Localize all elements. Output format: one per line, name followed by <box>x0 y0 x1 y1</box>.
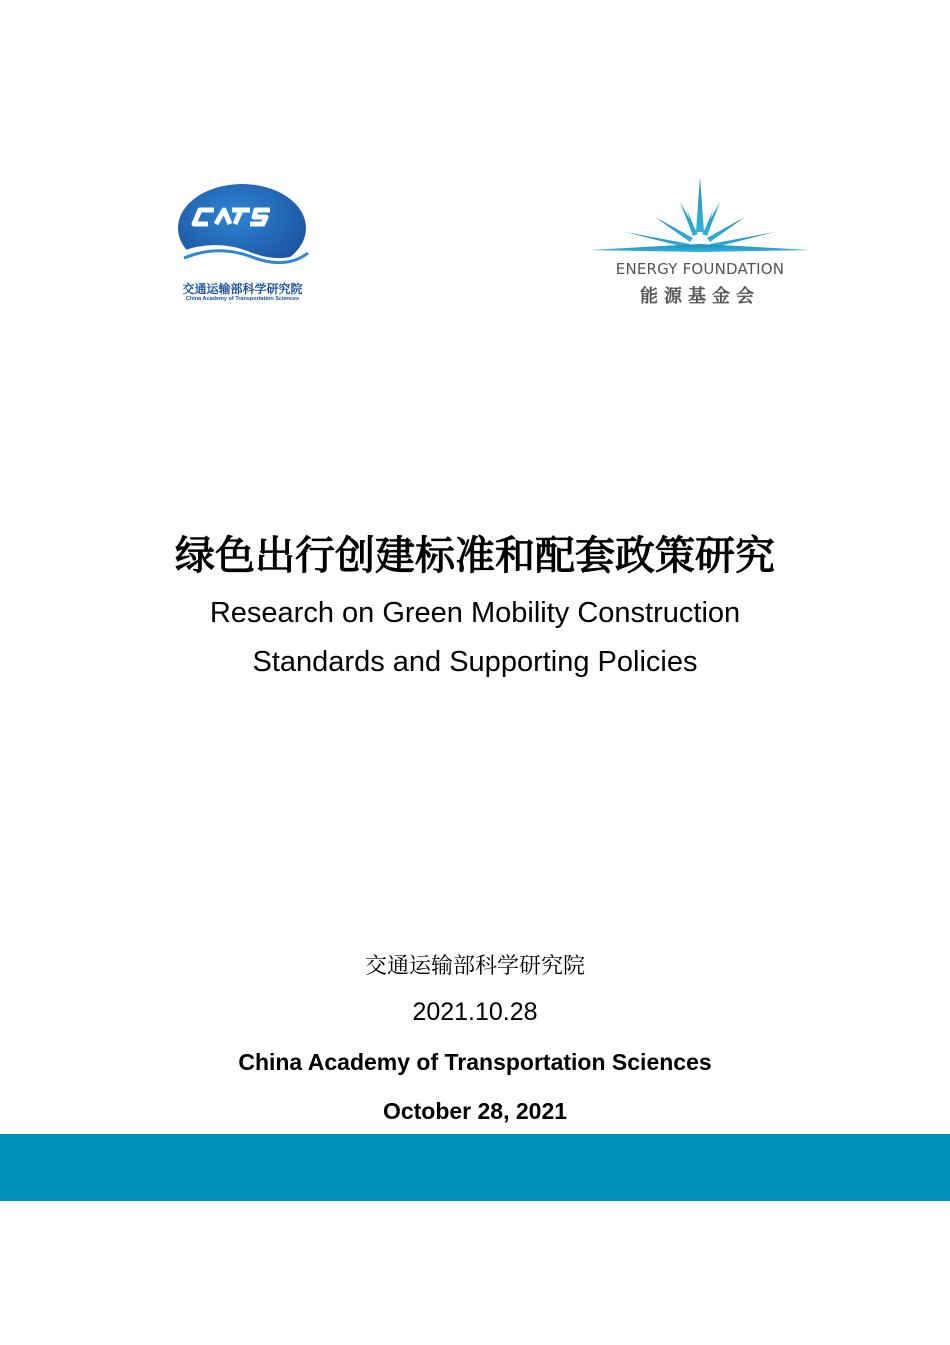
report-title-en-line2: Standards and Supporting Policies <box>252 646 698 678</box>
energy-foundation-logo <box>585 172 815 312</box>
cats-name-en: China Academy of Transportation Sciences <box>185 296 300 302</box>
publish-date-en: October 28, 2021 <box>382 1098 568 1124</box>
publisher-name-cn: 交通运输部科学研究院 <box>364 954 585 979</box>
publisher-name-en: China Academy of Transportation Sciences <box>238 1049 712 1075</box>
energy-foundation-name-cn: 能源基金会 <box>640 286 760 307</box>
publish-date-numeric: 2021.10.28 <box>412 998 538 1026</box>
energy-foundation-name-en: ENERGY FOUNDATION <box>615 260 785 278</box>
report-title-en-line1: Research on Green Mobility Construction <box>209 597 741 629</box>
report-title-cn: 绿色出行创建标准和配套政策研究 <box>175 532 775 579</box>
cats-name-cn: 交通运输部科学研究院 <box>182 282 303 296</box>
cats-emblem-icon <box>170 182 315 280</box>
starburst-icon <box>585 172 815 254</box>
cats-logo <box>170 182 315 307</box>
footer-color-band <box>0 1134 950 1201</box>
